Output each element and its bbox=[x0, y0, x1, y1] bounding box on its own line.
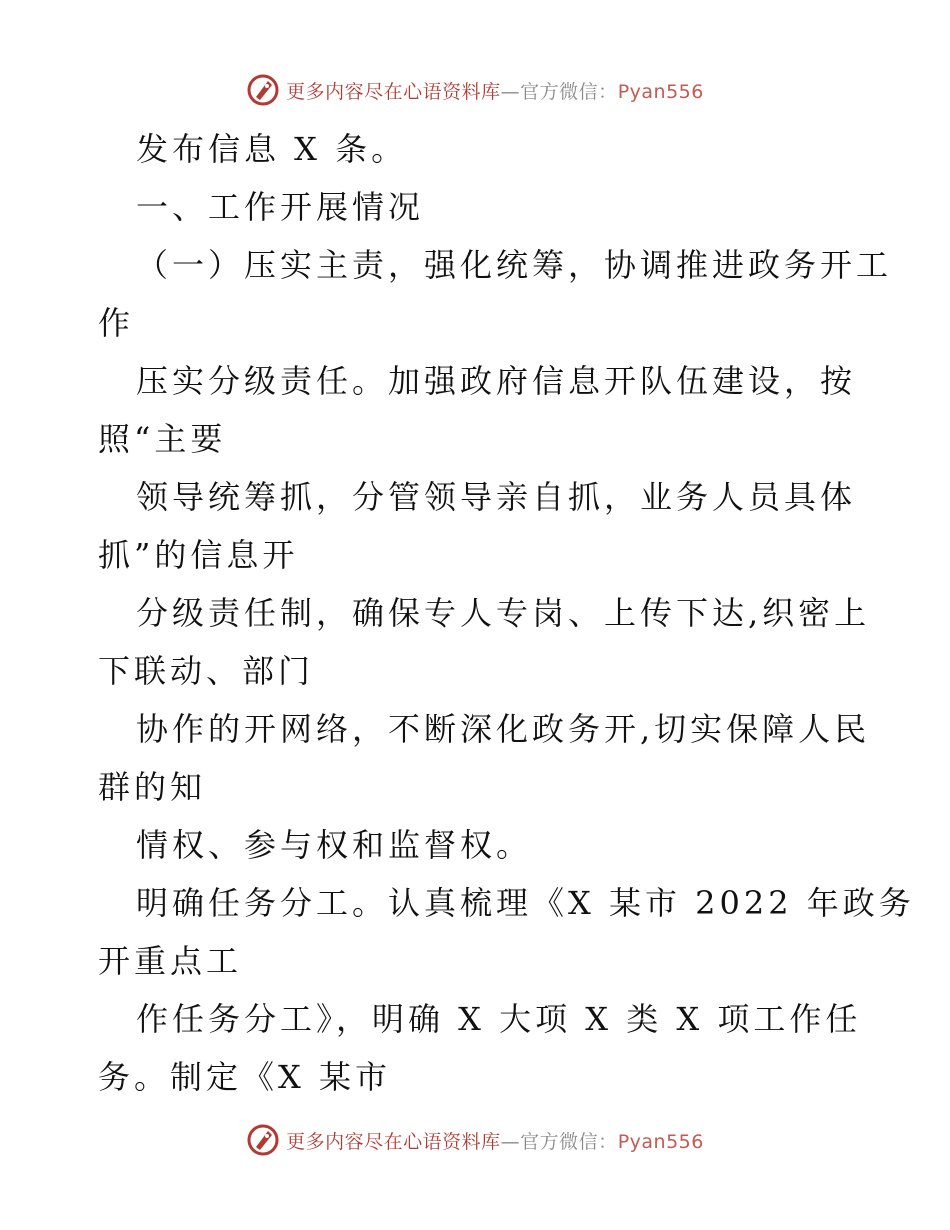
banner-dash: — bbox=[500, 1130, 521, 1153]
text-line: 照“主要 bbox=[98, 420, 227, 458]
text-line: 压实分级责任。加强政府信息开队伍建设，按 bbox=[136, 362, 857, 400]
banner-site-name: 更多内容尽在心语资料库 bbox=[286, 80, 501, 103]
subsection-heading-wrap: 作 bbox=[98, 304, 135, 342]
text-line: 作任务分工》，明确 X 大项 X 类 X 项工作任 bbox=[136, 1000, 862, 1038]
pen-nib-icon bbox=[246, 73, 280, 107]
text-line: 发布信息 X 条。 bbox=[136, 130, 408, 168]
banner-dash: — bbox=[500, 80, 521, 103]
text-line: 抓”的信息开 bbox=[98, 536, 299, 574]
pen-nib-icon bbox=[246, 1123, 280, 1157]
banner-wechat-label: 官方微信： bbox=[520, 80, 618, 103]
banner-site-name: 更多内容尽在心语资料库 bbox=[286, 1130, 501, 1153]
subsection-heading: （一）压实主责，强化统筹，协调推进政务开工 bbox=[136, 246, 893, 284]
section-heading: 一、工作开展情况 bbox=[136, 188, 425, 226]
text-line: 协作的开网络，不断深化政务开,切实保障人民 bbox=[136, 710, 871, 748]
banner-wechat-label: 官方微信： bbox=[520, 1130, 618, 1153]
banner-wechat-handle: Pyan556 bbox=[617, 1130, 704, 1153]
banner-text bbox=[286, 77, 704, 104]
text-line: 分级责任制，确保专人专岗、上传下达,织密上 bbox=[136, 594, 871, 632]
banner-text bbox=[286, 1127, 704, 1154]
text-line: 群的知 bbox=[98, 768, 207, 806]
banner-wechat-handle: Pyan556 bbox=[617, 80, 704, 103]
text-line: 务。制定《X 某市 bbox=[98, 1058, 391, 1096]
header-banner bbox=[0, 70, 950, 110]
text-line: 领导统筹抓，分管领导亲自抓，业务人员具体 bbox=[136, 478, 857, 516]
footer-banner bbox=[0, 1120, 950, 1160]
document-body bbox=[98, 120, 915, 1106]
text-line: 下联动、部门 bbox=[98, 652, 315, 690]
text-line: 情权、参与权和监督权。 bbox=[136, 826, 533, 864]
text-line: 明确任务分工。认真梳理《X 某市 2022 年政务 bbox=[136, 884, 915, 922]
text-line: 开重点工 bbox=[98, 942, 243, 980]
